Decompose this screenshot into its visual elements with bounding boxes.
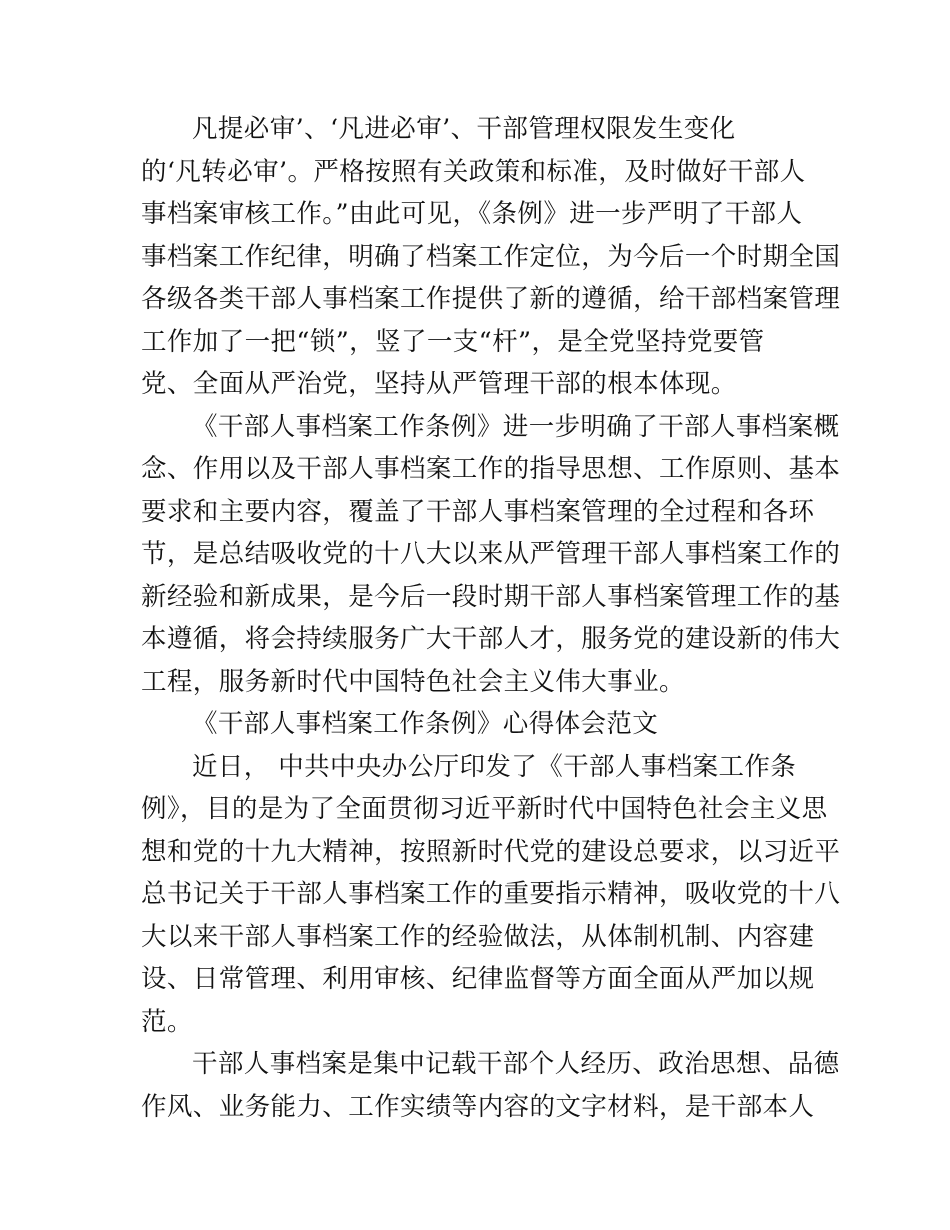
text-line: 凡提必审’、‘凡进必审’、干部管理权限发生变化 [192, 114, 736, 144]
text-line: 近日， 中共中央办公厅印发了《干部人事档案工作条 [192, 751, 797, 782]
text-line: 大以来干部人事档案工作的经验做法，从体制机制、内容建 [141, 921, 815, 952]
text-line: 的‘凡转必审’。严格按照有关政策和标准，及时做好干部人 [141, 156, 806, 187]
text-line: 工程，服务新时代中国特色社会主义伟大事业。 [141, 666, 685, 697]
text-line: 本遵循，将会持续服务广大干部人才，服务党的建设新的伟大 [141, 624, 841, 654]
section-heading: 《干部人事档案工作条例》心得体会范文 [192, 709, 659, 739]
text-line: 新经验和新成果，是今后一段时期干部人事档案管理工作的基 [141, 581, 841, 612]
text-line: 总书记关于干部人事档案工作的重要指示精神，吸收党的十八 [141, 879, 841, 909]
text-line: 党、全面从严治党，坚持从严管理干部的根本体现。 [141, 369, 737, 399]
text-line: 各级各类干部人事档案工作提供了新的遵循，给干部档案管理 [141, 284, 841, 314]
text-line: 要求和主要内容，覆盖了干部人事档案管理的全过程和各环 [141, 496, 815, 527]
text-line: 节，是总结吸收党的十八大以来从严管理干部人事档案工作的 [141, 539, 841, 569]
text-line: 例》，目的是为了全面贯彻习近平新时代中国特色社会主义思 [141, 794, 828, 824]
document-body [141, 108, 841, 1128]
text-line: 想和党的十九大精神，按照新时代党的建设总要求，以习近平 [141, 836, 841, 867]
text-line: 工作加了一把“锁”，竖了一支“杆”，是全党坚持党要管 [141, 326, 765, 357]
text-line: 念、作用以及干部人事档案工作的指导思想、工作原则、基本 [141, 454, 841, 484]
text-line: 事档案审核工作。”由此可见，《条例》进一步严明了干部人 [141, 199, 803, 229]
text-line: 干部人事档案是集中记载干部个人经历、政治思想、品德 [192, 1049, 840, 1079]
text-line: 《干部人事档案工作条例》进一步明确了干部人事档案概 [192, 411, 840, 442]
text-line: 事档案工作纪律，明确了档案工作定位，为今后一个时期全国 [141, 241, 841, 272]
text-line: 设、日常管理、利用审核、纪律监督等方面全面从严加以规 [141, 964, 815, 994]
text-line: 范。 [141, 1006, 193, 1037]
text-line: 作风、业务能力、工作实绩等内容的文字材料，是干部本人 [141, 1091, 815, 1122]
